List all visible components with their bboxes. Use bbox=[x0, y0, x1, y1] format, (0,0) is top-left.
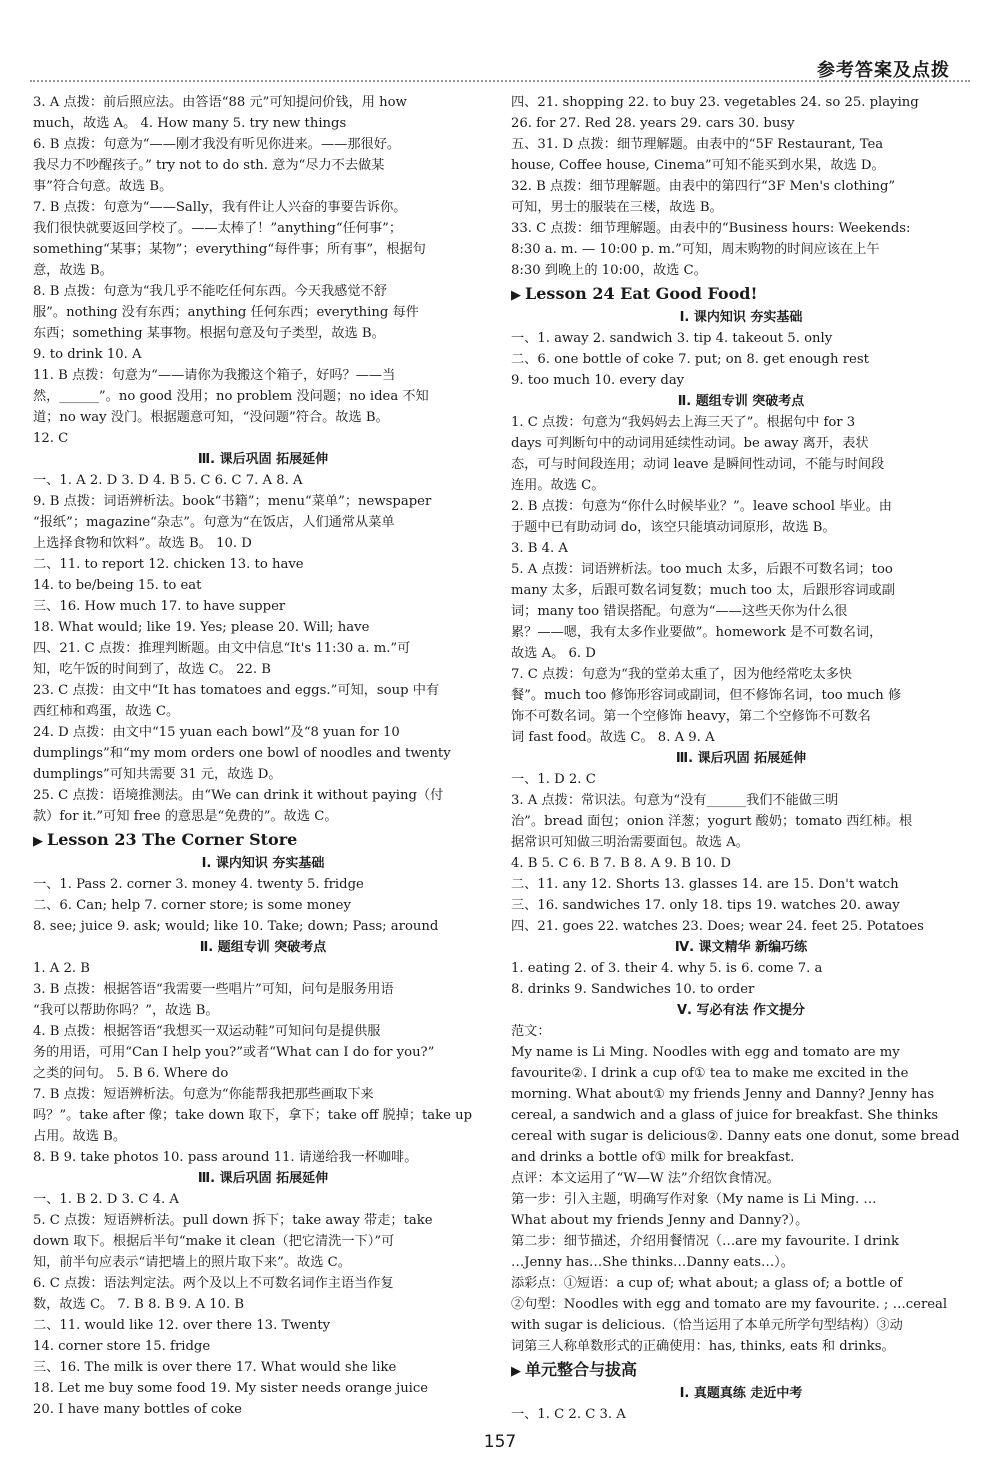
answer-line: “报纸”；magazine“杂志”。句意为“在饭店，人们通常从菜单 bbox=[33, 515, 395, 530]
answer-line: 3. B 点拨：根据答语“我需要一些唱片”可知，问句是服务用语 bbox=[33, 982, 394, 997]
answer-line: many 太多，后跟可数名词复数；much too 太，后跟形容词或副 bbox=[511, 583, 895, 598]
lesson-title: Lesson 24 Eat Good Food! bbox=[525, 284, 758, 303]
page-header bbox=[30, 50, 970, 82]
answer-line: 点评：本文运用了“W—W 法”介绍饮食情况。 bbox=[511, 1171, 780, 1186]
answer-line: 一、1. away 2. sandwich 3. tip 4. takeout 5. only bbox=[511, 331, 833, 346]
answer-line: 四、21. goes 22. watches 23. Does; wear 24. feet 25. Potatoes bbox=[511, 919, 924, 934]
answer-line: 6. C 点拨：语法判定法。两个及以上不可数名词作主语当作复 bbox=[33, 1276, 394, 1291]
answer-line: 4. B 5. C 6. B 7. B 8. A 9. B 10. D bbox=[511, 856, 731, 871]
answer-line: 第一步：引入主题，明确写作对象（My name is Li Ming. … bbox=[511, 1192, 877, 1207]
answer-line: 词 fast food。故选 C。 8. A 9. A bbox=[511, 730, 715, 745]
lesson-title: Lesson 23 The Corner Store bbox=[47, 830, 298, 849]
lesson-heading bbox=[33, 829, 493, 852]
answer-line: 然，______”。no good 没用；no problem 没问题；no idea 不知 bbox=[33, 389, 429, 404]
answer-line: 二、6. one bottle of coke 7. put; on 8. get enough rest bbox=[511, 352, 869, 367]
answer-line: 一、1. A 2. D 3. D 4. B 5. C 6. C 7. A 8. A bbox=[33, 473, 303, 488]
answer-line: 3. A 点拨：前后照应法。由答语“88 元”可知提问价钱，用 how bbox=[33, 95, 407, 110]
header-title: 参考答案及点拨 bbox=[817, 60, 950, 81]
answer-line: 1. A 2. B bbox=[33, 961, 90, 976]
answer-line: dumplings”和“my mom orders one bowl of noodles and twenty bbox=[33, 746, 451, 761]
right-column bbox=[511, 92, 971, 1425]
answer-line: 五、31. D 点拨：细节理解题。由表中的“5F Restaurant, Tea bbox=[511, 137, 884, 152]
answer-line: 9. to drink 10. A bbox=[33, 347, 142, 362]
answer-line: 5. C 点拨：短语辨析法。pull down 拆下；take away 带走；take bbox=[33, 1213, 433, 1228]
section-heading: Ⅲ. 课后巩固 拓展延伸 bbox=[675, 751, 807, 766]
answer-line: 之类的问句。 5. B 6. Where do bbox=[33, 1066, 229, 1081]
lesson-title: 单元整合与拔高 bbox=[525, 1360, 638, 1379]
section-heading: Ⅱ. 题组专训 突破考点 bbox=[199, 940, 327, 955]
answer-line: 3. A 点拨：常识法。句意为“没有______我们不能做三明 bbox=[511, 793, 839, 808]
answer-line: 三、16. How much 17. to have supper bbox=[33, 599, 286, 614]
answer-line: 事”符合句意。故选 B。 bbox=[33, 179, 173, 194]
section-heading: Ⅲ. 课后巩固 拓展延伸 bbox=[197, 1171, 329, 1186]
answer-line: 7. B 点拨：短语辨析法。句意为“你能帮我把那些画取下来 bbox=[33, 1087, 374, 1102]
answer-line: 词第三人称单数形式的正确使用：has, thinks, eats 和 drinks。 bbox=[511, 1339, 895, 1354]
page-number: 157 bbox=[483, 1432, 517, 1452]
answer-line: 7. B 点拨：句意为“——Sally，我有件让人兴奋的事要告诉你。 bbox=[33, 200, 407, 215]
answer-line: 三、16. sandwiches 17. only 18. tips 19. watches 20. away bbox=[511, 898, 900, 913]
lesson-heading bbox=[511, 283, 971, 306]
answer-line: 9. B 点拨：词语辨析法。book“书籍”；menu“菜单”；newspaper bbox=[33, 494, 432, 509]
answer-line: days 可判断句中的动词用延续性动词。be away 离开，表状 bbox=[511, 436, 869, 451]
answer-line: 四、21. shopping 22. to buy 23. vegetables 24. so 25. playing bbox=[511, 95, 919, 110]
answer-line: 知，吃午饭的时间到了，故选 C。 22. B bbox=[33, 662, 271, 677]
answer-line: 一、1. D 2. C bbox=[511, 772, 596, 787]
answer-line: My name is Li Ming. Noodles with egg and tomato are my bbox=[511, 1045, 900, 1060]
answer-line: 我们很快就要返回学校了。——太棒了！”anything“任何事”； bbox=[33, 221, 403, 236]
answer-line: 二、11. any 12. Shorts 13. glasses 14. are 15. Don't watch bbox=[511, 877, 899, 892]
answer-line: 32. B 点拨：细节理解题。由表中的第四行“3F Men's clothing” bbox=[511, 179, 896, 194]
answer-line: 12. C bbox=[33, 431, 69, 446]
answer-line: 累？——嗯，我有太多作业要做”。homework 是不可数名词， bbox=[511, 625, 883, 640]
answer-line: …Jenny has…She thinks…Danny eats…）。 bbox=[511, 1255, 794, 1270]
answer-line: 范文： bbox=[511, 1024, 551, 1039]
answer-line: 4. B 点拨：根据答语“我想买一双运动鞋”可知问句是提供服 bbox=[33, 1024, 381, 1039]
triangle-bullet-icon: ▶ bbox=[511, 288, 521, 303]
lesson-heading bbox=[511, 1359, 971, 1382]
answer-line: with sugar is delicious.（恰当运用了本单元所学句型结构）③动 bbox=[511, 1318, 903, 1333]
answer-line: 占用。故选 B。 bbox=[33, 1129, 127, 1144]
answer-line: 8:30 a. m. — 10:00 p. m.”可知，周末购物的时间应该在上午 bbox=[511, 242, 880, 257]
answer-line: 三、16. The milk is over there 17. What would she like bbox=[33, 1360, 397, 1375]
answer-line: down 取下。根据后半句“make it clean（把它清洗一下）”可 bbox=[33, 1234, 395, 1249]
answer-line: 14. to be/being 15. to eat bbox=[33, 578, 202, 593]
answer-line: 我尽力不吵醒孩子。” try not to do sth. 意为“尽力不去做某 bbox=[33, 158, 385, 173]
answer-line: 务的用语，可用“Can I help you?”或者“What can I do for you?” bbox=[33, 1045, 435, 1060]
answer-line: 意，故选 B。 bbox=[33, 263, 113, 278]
answer-line: 款）for it.”可知 free 的意思是“免费的”。故选 C。 bbox=[33, 809, 338, 824]
answer-line: 故选 A。 6. D bbox=[511, 646, 596, 661]
answer-line: 3. B 4. A bbox=[511, 541, 568, 556]
answer-line: 于题中已有助动词 do，该空只能填动词原形，故选 B。 bbox=[511, 520, 836, 535]
answer-line: 服”。nothing 没有东西；anything 任何东西；everything 每件 bbox=[33, 305, 419, 320]
answer-line: 一、1. B 2. D 3. C 4. A bbox=[33, 1192, 179, 1207]
answer-line: cereal, a sandwich and a glass of juice for breakfast. She thinks bbox=[511, 1108, 939, 1123]
answer-line: 治”。bread 面包；onion 洋葱；yogurt 酸奶；tomato 西红柿。根 bbox=[511, 814, 913, 829]
section-heading: Ⅰ. 真题真练 走近中考 bbox=[679, 1386, 803, 1401]
answer-line: favourite②. I drink a cup of① tea to make me excited in the bbox=[511, 1066, 909, 1081]
section-heading: Ⅰ. 课内知识 夯实基础 bbox=[679, 310, 803, 325]
answer-line: 添彩点：①短语：a cup of; what about; a glass of; a bottle of bbox=[511, 1276, 903, 1291]
answer-line: dumplings”可知共需要 31 元，故选 D。 bbox=[33, 767, 282, 782]
answer-line: and drinks a bottle of① milk for breakfast. bbox=[511, 1150, 795, 1165]
answer-line: 5. A 点拨：词语辨析法。too much 太多，后跟不可数名词；too bbox=[511, 562, 893, 577]
answer-line: 可知，男士的服装在三楼，故选 B。 bbox=[511, 200, 723, 215]
answer-line: 饰不可数名词。第一个空修饰 heavy，第二个空修饰不可数名 bbox=[511, 709, 871, 724]
answer-line: What about my friends Jenny and Danny?）。 bbox=[511, 1213, 809, 1228]
answer-line: 一、1. Pass 2. corner 3. money 4. twenty 5. fridge bbox=[33, 877, 364, 892]
section-heading: Ⅳ. 课文精华 新编巧练 bbox=[674, 940, 808, 955]
answer-line: 知，前半句应表示“请把墙上的照片取下来”。故选 C。 bbox=[33, 1255, 351, 1270]
answer-line: 词；many too 错误搭配。句意为“——这些天你为什么很 bbox=[511, 604, 848, 619]
section-heading: Ⅲ. 课后巩固 拓展延伸 bbox=[197, 452, 329, 467]
answer-line: 数，故选 C。 7. B 8. B 9. A 10. B bbox=[33, 1297, 245, 1312]
answer-line: 9. too much 10. every day bbox=[511, 373, 685, 388]
answer-line: 33. C 点拨：细节理解题。由表中的“Business hours: Weekends: bbox=[511, 221, 911, 236]
answer-line: 24. D 点拨：由文中“15 yuan each bowl”及“8 yuan for 10 bbox=[33, 725, 400, 740]
answer-line: 18. What would; like 19. Yes; please 20. Will; have bbox=[33, 620, 370, 635]
answer-line: 14. corner store 15. fridge bbox=[33, 1339, 211, 1354]
answer-line: 11. B 点拨：句意为“——请你为我搬这个箱子，好吗？——当 bbox=[33, 368, 396, 383]
answer-line: 连用。故选 C。 bbox=[511, 478, 605, 493]
answer-line: 态，可与时间段连用；动词 leave 是瞬间性动词，不能与时间段 bbox=[511, 457, 885, 472]
answer-line: 东西；something 某事物。根据句意及句子类型，故选 B。 bbox=[33, 326, 385, 341]
answer-line: 第二步：细节描述，介绍用餐情况（…are my favourite. I drink bbox=[511, 1234, 899, 1249]
answer-line: 吗？”。take after 像；take down 取下，拿下；take off 脱掉；take up bbox=[33, 1108, 473, 1123]
answer-line: 18. Let me buy some food 19. My sister needs orange juice bbox=[33, 1381, 429, 1396]
triangle-bullet-icon: ▶ bbox=[33, 834, 43, 849]
triangle-bullet-icon: ▶ bbox=[511, 1364, 521, 1379]
answer-line: much，故选 A。 4. How many 5. try new things bbox=[33, 116, 347, 131]
answer-line: 二、11. would like 12. over there 13. Twenty bbox=[33, 1318, 331, 1333]
answer-line: 一、1. C 2. C 3. A bbox=[511, 1407, 626, 1422]
answer-line: 8. drinks 9. Sandwiches 10. to order bbox=[511, 982, 755, 997]
answer-line: 8. B 9. take photos 10. pass around 11. 请递给我一杯咖啡。 bbox=[33, 1150, 418, 1165]
answer-line: 西红柿和鸡蛋，故选 C。 bbox=[33, 704, 180, 719]
answer-line: 6. B 点拨：句意为“——刚才我没有听见你进来。——那很好。 bbox=[33, 137, 401, 152]
answer-line: 23. C 点拨：由文中“It has tomatoes and eggs.”可知，soup 中有 bbox=[33, 683, 440, 698]
answer-line: 1. eating 2. of 3. their 4. why 5. is 6. come 7. a bbox=[511, 961, 823, 976]
answer-line: 2. B 点拨：句意为“你什么时候毕业？”。leave school 毕业。由 bbox=[511, 499, 892, 514]
answer-line: 26. for 27. Red 28. years 29. cars 30. busy bbox=[511, 116, 795, 131]
answer-line: 餐”。much too 修饰形容词或副词，但不修饰名词，too much 修 bbox=[511, 688, 902, 703]
answer-line: 1. C 点拨：句意为“我妈妈去上海三天了”。根据句中 for 3 bbox=[511, 415, 856, 430]
answer-line: morning. What about① my friends Jenny and Danny? Jenny has bbox=[511, 1087, 935, 1102]
section-heading: Ⅰ. 课内知识 夯实基础 bbox=[201, 856, 325, 871]
answer-line: “我可以帮助你吗？”，故选 B。 bbox=[33, 1003, 219, 1018]
answer-line: 25. C 点拨：语境推测法。由“We can drink it without paying（付 bbox=[33, 788, 444, 803]
left-column bbox=[33, 92, 493, 1420]
answer-line: 四、21. C 点拨：推理判断题。由文中信息“It's 11:30 a. m.”可 bbox=[33, 641, 411, 656]
answer-line: 二、6. Can; help 7. corner store; is some money bbox=[33, 898, 351, 913]
answer-line: 8. see; juice 9. ask; would; like 10. Take; down; Pass; around bbox=[33, 919, 439, 934]
answer-line: 据常识可知做三明治需要面包。故选 A。 bbox=[511, 835, 749, 850]
answer-line: house, Coffee house, Cinema”可知不能买到水果，故选 D。 bbox=[511, 158, 885, 173]
answer-line: 8. B 点拨：句意为“我几乎不能吃任何东西。今天我感觉不舒 bbox=[33, 284, 387, 299]
section-heading: Ⅴ. 写必有法 作文提分 bbox=[676, 1003, 806, 1018]
answer-line: 道；no way 没门。根据题意可知，“没问题”符合。故选 B。 bbox=[33, 410, 389, 425]
answer-line: 8:30 到晚上的 10:00，故选 C。 bbox=[511, 263, 707, 278]
section-heading: Ⅱ. 题组专训 突破考点 bbox=[677, 394, 805, 409]
answer-line: something“某事；某物”；everything“每件事；所有事”，根据句 bbox=[33, 242, 426, 257]
answer-line: 二、11. to report 12. chicken 13. to have bbox=[33, 557, 304, 572]
answer-line: 7. C 点拨：句意为“我的堂弟太重了，因为他经常吃太多快 bbox=[511, 667, 853, 682]
answer-line: ②句型：Noodles with egg and tomato are my favourite. ; …cereal bbox=[511, 1297, 948, 1312]
answer-line: 20. I have many bottles of coke bbox=[33, 1402, 242, 1417]
answer-line: 上选择食物和饮料”。故选 B。 10. D bbox=[33, 536, 252, 551]
answer-line: cereal with sugar is delicious②. Danny eats one donut, some bread bbox=[511, 1129, 960, 1144]
header-divider bbox=[30, 80, 970, 82]
